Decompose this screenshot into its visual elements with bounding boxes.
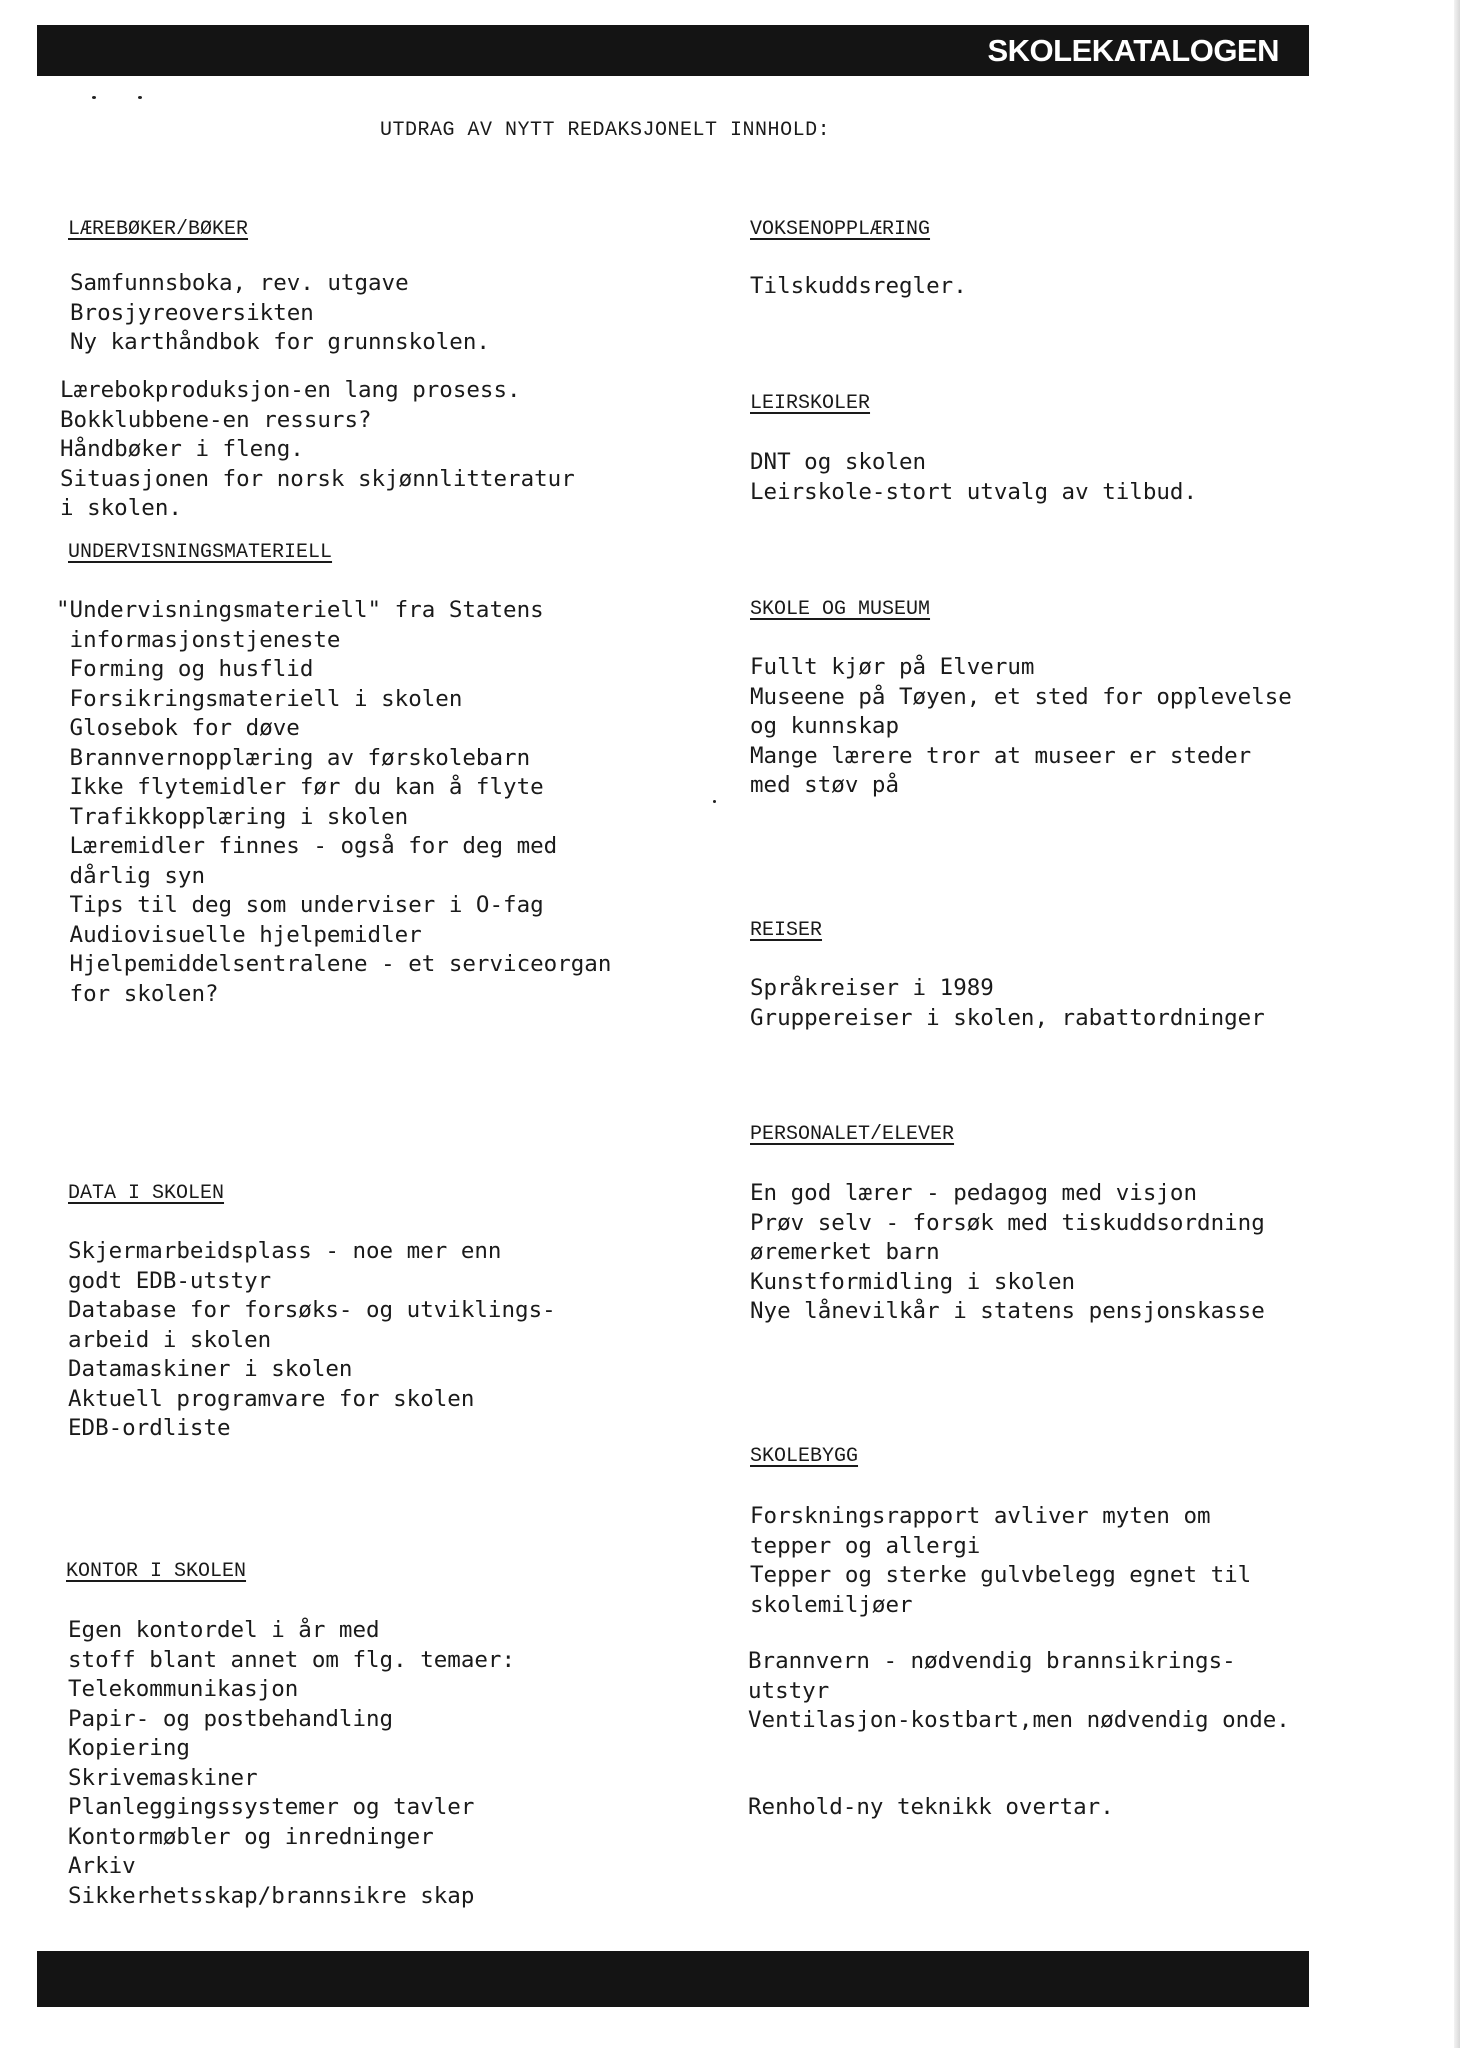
list-item: Aktuell programvare for skolen [68,1385,475,1412]
section-voksenopplaering [750,216,930,244]
list-item: Leirskole-stort utvalg av tilbud. [750,478,1198,505]
scan-speck [713,800,716,803]
reiser-list [750,974,1265,1033]
list-item: Håndbøker i fleng. [60,436,304,462]
list-item: Telekommunikasjon [68,1676,299,1702]
list-item: Glosebok for døve [56,715,300,741]
data-list [68,1237,556,1444]
list-item: Papir- og postbehandling [68,1705,394,1732]
list-item: "Undervisningsmateriell" fra Statens [56,597,544,623]
list-item: tepper og allergi [750,1532,981,1559]
list-item: En god lærer - pedagog med visjon [750,1180,1198,1206]
section-personalet [750,1121,954,1149]
list-item: Renhold-ny teknikk overtar. [748,1794,1114,1820]
skolebygg-list-3 [748,1793,1114,1823]
list-item: Hjelpemiddelsentralene - et serviceorgan [56,951,612,977]
list-item: arbeid i skolen [68,1326,272,1353]
list-item: Ikke flytemidler før du kan å flyte [56,774,544,800]
list-item: Brannvernopplæring av førskolebarn [56,744,531,771]
section-laereboker [68,216,248,244]
section-heading: REISER [750,919,823,942]
list-item: Mange lærere tror at museer er steder [750,742,1252,769]
list-item: i skolen. [60,495,182,521]
list-item: Språkreiser i 1989 [750,975,994,1001]
list-item: DNT og skolen [750,449,927,475]
intro-heading: UTDRAG AV NYTT REDAKSJONELT INNHOLD: [380,119,831,142]
section-leirskoler [750,390,870,418]
list-item: skolemiljøer [750,1591,913,1618]
list-item: Gruppereiser i skolen, rabattordninger [750,1004,1265,1031]
list-item: Brosjyreoversikten [70,299,314,326]
list-item: Lærebokproduksjon-en lang prosess. [60,377,521,403]
list-item: øremerket barn [750,1239,940,1265]
list-item: Sikkerhetsskap/brannsikre skap [68,1882,475,1909]
list-item: Kontormøbler og inredninger [68,1823,434,1850]
voksenopplaering-list [750,272,967,302]
list-item: utstyr [748,1677,830,1704]
list-item: godt EDB-utstyr [68,1267,272,1294]
scan-speck [138,96,142,99]
list-item: Skrivemaskiner [68,1764,258,1791]
header-bar [37,25,1309,76]
list-item: Tilskuddsregler. [750,273,967,299]
list-item: Skjermarbeidsplass - noe mer enn [68,1238,502,1264]
leirskoler-list [750,448,1197,507]
list-item: Museene på Tøyen, et sted for opplevelse [750,683,1292,710]
page-edge [1454,0,1460,2048]
kontor-list [68,1616,515,1911]
list-item: Planleggingssystemer og tavler [68,1794,475,1820]
section-reiser [750,917,822,945]
list-item: informasjonstjeneste [56,626,341,653]
list-item: Audiovisuelle hjelpemidler [56,921,422,948]
personalet-list [750,1179,1265,1327]
list-item: Forsikringsmateriell i skolen [56,685,463,712]
laereboker-list-2 [60,376,575,524]
section-undervisningsmateriell [68,539,332,567]
section-heading: SKOLEBYGG [750,1445,859,1468]
section-skolebygg [750,1443,858,1471]
list-item: Kunstformidling i skolen [750,1268,1076,1295]
list-item: Datamaskiner i skolen [68,1356,353,1382]
section-skole-og-museum [750,596,930,624]
section-heading: DATA I SKOLEN [68,1182,225,1205]
laereboker-list-1 [70,269,490,358]
list-item: Fullt kjør på Elverum [750,654,1035,680]
list-item: Tepper og sterke gulvbelegg egnet til [750,1562,1252,1588]
list-item: Trafikkopplæring i skolen [56,803,409,830]
section-heading: VOKSENOPPLÆRING [750,218,931,241]
section-heading: LEIRSKOLER [750,392,871,415]
list-item: Brannvern - nødvendig brannsikrings- [748,1648,1236,1674]
list-item: Database for forsøks- og utviklings- [68,1297,556,1323]
footer-bar [37,1951,1309,2007]
list-item: Samfunnsboka, rev. utgave [70,270,409,296]
section-heading: PERSONALET/ELEVER [750,1123,955,1146]
list-item: Læremidler finnes - også for deg med [56,833,558,859]
list-item: dårlig syn [56,862,206,889]
section-heading: UNDERVISNINGSMATERIELL [68,541,333,564]
list-item: Kopiering [68,1735,190,1761]
list-item: Egen kontordel i år med [68,1617,380,1643]
scan-speck [92,96,96,99]
list-item: Ny karthåndbok for grunnskolen. [70,329,490,355]
catalog-title: SKOLEKATALOGEN [987,33,1279,68]
section-heading: LÆREBØKER/BØKER [68,218,249,241]
list-item: Prøv selv - forsøk med tiskuddsordning [750,1209,1265,1236]
list-item: stoff blant annet om flg. temaer: [68,1646,516,1673]
list-item: og kunnskap [750,713,900,739]
list-item: med støv på [750,772,900,798]
list-item: Arkiv [68,1853,136,1879]
section-heading: KONTOR I SKOLEN [66,1560,247,1583]
list-item: Tips til deg som underviser i O-fag [56,892,544,918]
list-item: Forskningsrapport avliver myten om [750,1503,1211,1529]
list-item: Forming og husflid [56,656,314,682]
list-item: EDB-ordliste [68,1415,231,1441]
list-item: for skolen? [56,980,219,1007]
undervisningsmateriell-list [56,596,611,1009]
skolebygg-list-2 [748,1647,1290,1736]
section-heading: SKOLE OG MUSEUM [750,598,931,621]
list-item: Nye lånevilkår i statens pensjonskasse [750,1298,1265,1324]
list-item: Situasjonen for norsk skjønnlitteratur [60,465,575,492]
section-kontor [66,1558,246,1586]
list-item: Ventilasjon-kostbart,men nødvendig onde. [748,1707,1290,1733]
section-data [68,1180,224,1208]
museum-list [750,653,1292,801]
list-item: Bokklubbene-en ressurs? [60,406,372,433]
skolebygg-list-1 [750,1502,1251,1620]
